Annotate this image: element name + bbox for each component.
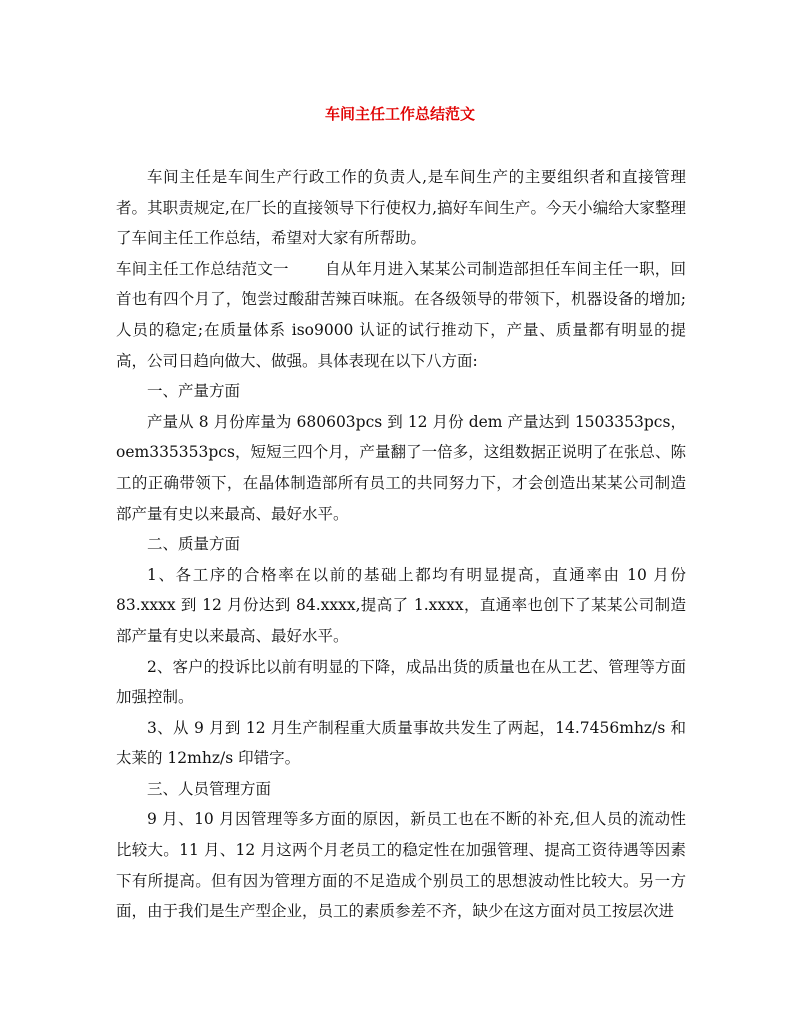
quality-item-3: 3、从 9 月到 12 月生产制程重大质量事故共发生了两起，14.7456mhz/s 和太莱的 12mhz/s 印错字。 xyxy=(116,718,686,768)
intro-paragraph: 车间主任是车间生产行政工作的负责人,是车间生产的主要组织者和直接管理者。其职责规定,在厂长的直接领导下行使权力,搞好车间生产。今天小编给大家整理了车间主任工作总结，希望对大家有所帮助。 xyxy=(116,168,686,248)
sample-heading-paragraph xyxy=(116,254,686,376)
section-heading-personnel: 三、人员管理方面 xyxy=(147,779,272,798)
sample-opening-text: 自从年月进入某某公司制造部担任车间主任一职，回首也有四个月了，饱尝过酸甜苦辣百味瓶。在各级领导的带领下，机器设备的增加;人员的稳定;在质量体系 iso9000 认证的试行推动下，产量、质量都有明显的提高，公司日趋向做大、做强。具体表现在以下八方面: xyxy=(116,259,686,370)
quality-item-2: 2、客户的投诉比以前有明显的下降，成品出货的质量也在从工艺、管理等方面加强控制。 xyxy=(116,657,686,707)
output-paragraph: 产量从 8 月份库量为 680603pcs 到 12 月份 dem 产量达到 1503353pcs，oem335353pcs，短短三四个月，产量翻了一倍多，这组数据正说明了在张总、陈工的正确带领下，在晶体制造部所有员工的共同努力下，才会创造出某某公司制造部产量有史以来最高、最好水平。 xyxy=(116,412,686,523)
sample-heading: 车间主任工作总结范文一 xyxy=(116,259,289,278)
quality-item-1: 1、各工序的合格率在以前的基础上都均有明显提高，直通率由 10 月份 83.xxxx 到 12 月份达到 84.xxxx,提高了 1.xxxx，直通率也创下了某某公司制造部产量有史以来最高、最好水平。 xyxy=(116,565,686,645)
document-title: 车间主任工作总结范文 xyxy=(324,105,475,123)
document-body xyxy=(116,162,686,927)
section-heading-quality: 二、质量方面 xyxy=(147,535,241,554)
section-heading-output: 一、产量方面 xyxy=(147,382,241,401)
personnel-paragraph: 9 月、10 月因管理等多方面的原因，新员工也在不断的补充,但人员的流动性比较大。11 月、12 月这两个月老员工的稳定性在加强管理、提高工资待遇等因素下有所提高。但有因为管理方面的不足造成个别员工的思想波动性比较大。另一方面，由于我们是生产型企业，员工的素质参差不齐，缺少在这方面对员工按层次进 xyxy=(116,810,686,921)
